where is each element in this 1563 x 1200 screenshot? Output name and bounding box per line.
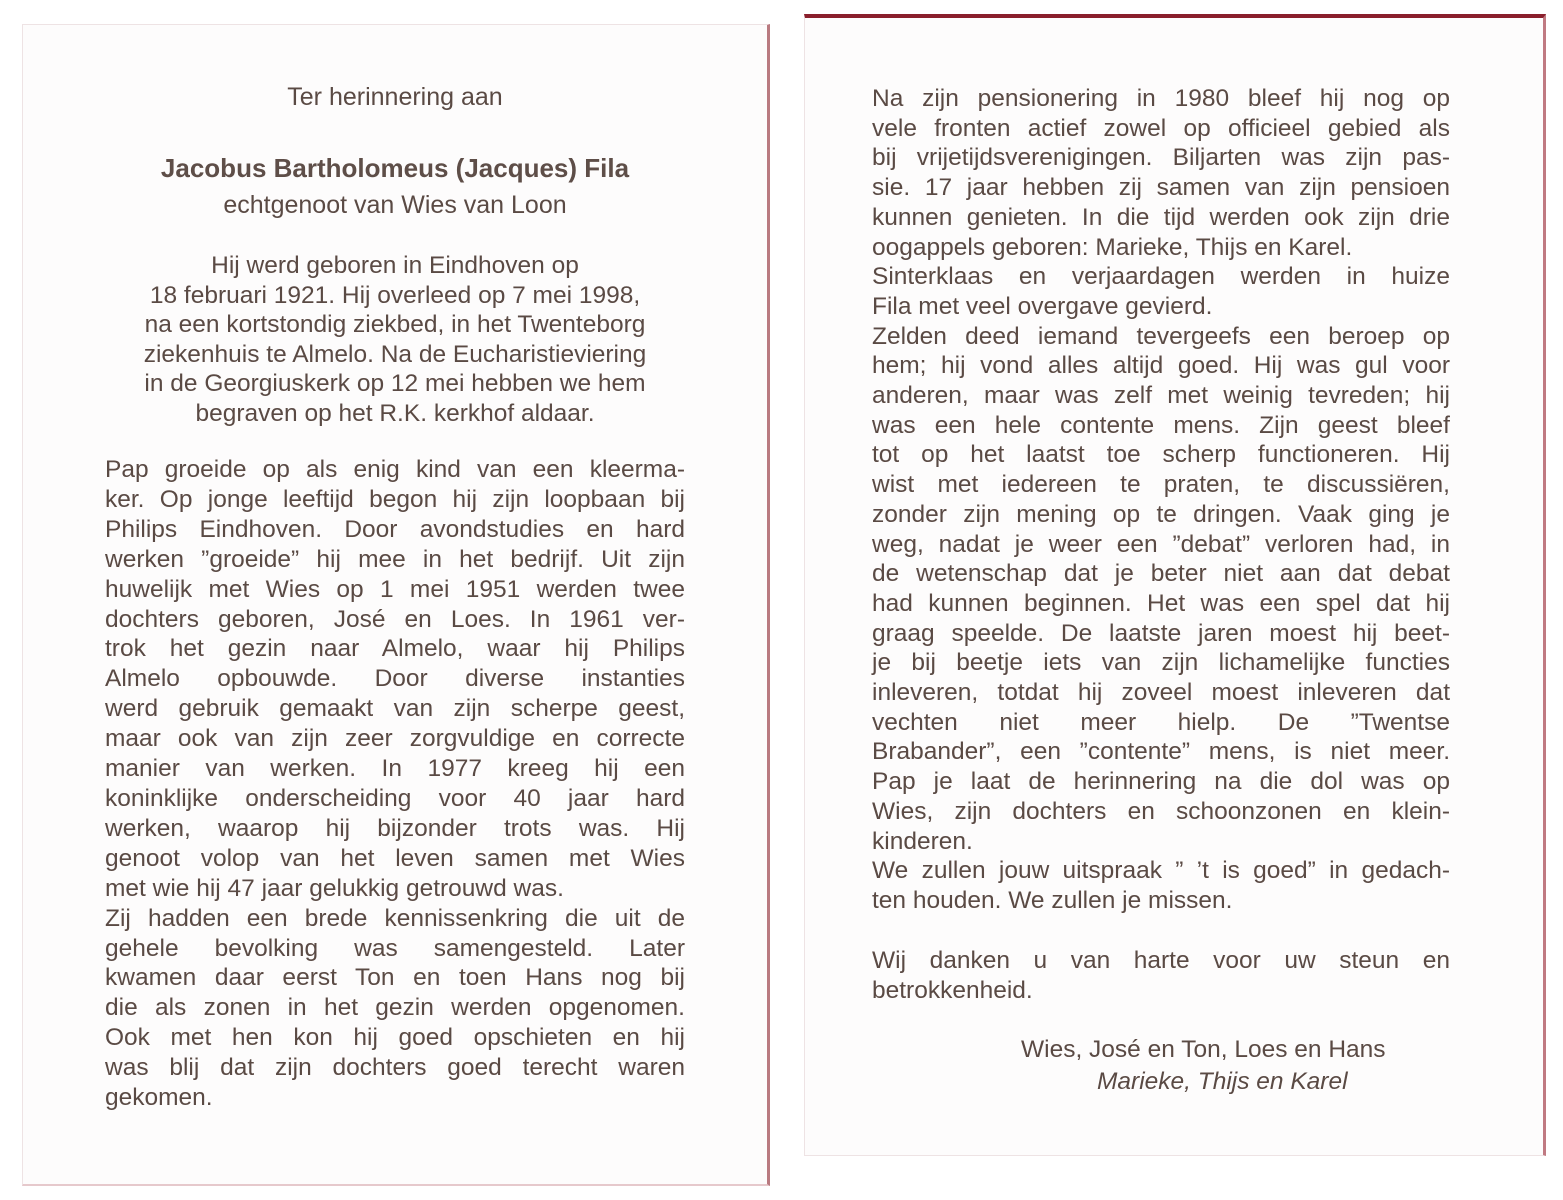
bio-line: werken, waarop hij bijzonder trots was. Hij — [105, 814, 685, 842]
birth-line: in de Georgiuskerk op 12 mei hebben we hem — [144, 370, 646, 398]
bio-line: gekomen. — [105, 1084, 213, 1112]
bio-line: Almelo opbouwde. Door diverse instanties — [105, 665, 685, 693]
bio-line: koninklijke onderscheiding voor 40 jaar hard — [105, 784, 685, 812]
tribute-line: vechten niet meer hielp. De ”Twentse — [872, 708, 1450, 736]
tribute-line: weg, nadat je weer een ”debat” verloren had, in — [872, 530, 1450, 558]
bio-line: dochters geboren, José en Loes. In 1961 ver- — [105, 605, 685, 633]
bio-line: manier van werken. In 1977 kreeg hij een — [105, 755, 685, 783]
biography-paragraph — [105, 455, 685, 1113]
bio-line: was blij dat zijn dochters goed terecht waren — [105, 1054, 685, 1082]
tribute-line: graag speelde. De laatste jaren moest hij beet- — [872, 619, 1450, 647]
bio-line: Ook met hen kon hij goed opschieten en hij — [105, 1024, 685, 1052]
tribute-line: inleveren, totdat hij zoveel moest inleveren dat — [872, 679, 1450, 707]
thanks-line: betrokkenheid. — [872, 976, 1033, 1004]
bio-line: Zij hadden een brede kennissenkring die uit de — [105, 904, 685, 932]
bio-line: werken ”groeide” hij mee in het bedrijf. Uit zijn — [105, 545, 685, 573]
tribute-line: had kunnen beginnen. Het was een spel dat hij — [872, 589, 1450, 617]
tribute-line: ten houden. We zullen je missen. — [872, 886, 1233, 914]
tribute-line: Brabander”, een ”contente” mens, is niet meer. — [872, 738, 1450, 766]
birth-paragraph — [93, 251, 697, 429]
tribute-line: Sinterklaas en verjaardagen werden in huize — [872, 263, 1450, 291]
bio-line: maar ook van zijn zeer zorgvuldige en correcte — [105, 725, 685, 753]
thanks-line: Wij danken u van harte voor uw steun en — [872, 947, 1450, 974]
bio-line: ker. Op jonge leeftijd begon hij zijn loopbaan bij — [105, 485, 685, 513]
bio-line: huwelijk met Wies op 1 mei 1951 werden twee — [105, 575, 685, 603]
thanks-paragraph — [872, 946, 1450, 1005]
tribute-line: Zelden deed iemand tevergeefs een beroep op — [872, 322, 1450, 350]
tribute-line: kinderen. — [872, 827, 973, 855]
tribute-line: oogappels geboren: Marieke, Thijs en Karel. — [872, 233, 1353, 261]
tribute-line: Fila met veel overgave gevierd. — [872, 292, 1213, 320]
tribute-line: wist met iedereen te praten, te discussiëren, — [872, 471, 1450, 499]
tribute-line: zonder zijn mening op te dringen. Vaak ging je — [872, 500, 1450, 528]
tribute-line: de wetenschap dat je beter niet aan dat debat — [872, 560, 1450, 588]
tribute-line: Na zijn pensionering in 1980 bleef hij nog op — [872, 85, 1450, 112]
bio-line: gehele bevolking was samengesteld. Later — [105, 934, 685, 962]
deceased-name: Jacobus Bartholomeus (Jacques) Fila — [160, 153, 630, 183]
bio-line: werd gebruik gemaakt van zijn scherpe geest, — [105, 695, 685, 723]
tribute-line: Wies, zijn dochters en schoonzonen en klein- — [872, 797, 1450, 825]
bio-line: trok het gezin naar Almelo, waar hij Philips — [105, 635, 685, 663]
bio-line: die als zonen in het gezin werden opgenomen. — [105, 994, 685, 1022]
memorial-card-left — [22, 24, 770, 1186]
tribute-paragraph — [872, 84, 1450, 916]
bio-line: Philips Eindhoven. Door avondstudies en hard — [105, 515, 685, 543]
bio-line: genoot volop van het leven samen met Wies — [105, 844, 685, 872]
birth-line: ziekenhuis te Almelo. Na de Eucharistieviering — [143, 340, 647, 368]
tribute-line: bij vrijetijdsverenigingen. Biljarten was zijn pas- — [872, 144, 1450, 172]
tribute-line: sie. 17 jaar hebben zij samen van zijn pensioen — [872, 174, 1450, 202]
memorial-card-right — [804, 14, 1546, 1156]
tribute-line: was een hele contente mens. Zijn geest bleef — [872, 411, 1450, 439]
tribute-line: tot op het laatst toe scherp functioneren. Hij — [872, 441, 1450, 469]
birth-line: 18 februari 1921. Hij overleed op 7 mei 1998, — [149, 281, 641, 309]
bio-line: met wie hij 47 jaar gelukkig getrouwd was. — [105, 874, 564, 902]
tribute-line: vele fronten actief zowel op officieel gebied als — [872, 114, 1450, 142]
spouse-line: echtgenoot van Wies van Loon — [223, 191, 567, 219]
grandchildren-signature: Marieke, Thijs en Karel — [1097, 1068, 1348, 1095]
tribute-line: Pap je laat de herinnering na die dol was op — [872, 768, 1450, 796]
tribute-line: We zullen jouw uitspraak ” ’t is goed” in gedach- — [872, 857, 1450, 885]
intro-heading: Ter herinnering aan — [287, 83, 503, 111]
tribute-line: anderen, maar was zelf met weinig tevreden; hij — [872, 382, 1450, 410]
birth-line: na een kortstondig ziekbed, in het Twenteborg — [144, 311, 646, 339]
tribute-line: hem; hij vond alles altijd goed. Hij was gul voor — [872, 352, 1450, 380]
bio-line: kwamen daar eerst Ton en toen Hans nog bij — [105, 964, 685, 992]
tribute-line: kunnen genieten. In die tijd werden ook zijn drie — [872, 203, 1450, 231]
family-signature: Wies, José en Ton, Loes en Hans — [1021, 1036, 1386, 1063]
birth-line: Hij werd geboren in Eindhoven op — [211, 252, 579, 279]
tribute-line: je bij beetje iets van zijn lichamelijke functies — [872, 649, 1450, 677]
bio-line: Pap groeide op als enig kind van een kleerma- — [105, 456, 685, 483]
birth-line: begraven op het R.K. kerkhof aldaar. — [195, 399, 595, 427]
